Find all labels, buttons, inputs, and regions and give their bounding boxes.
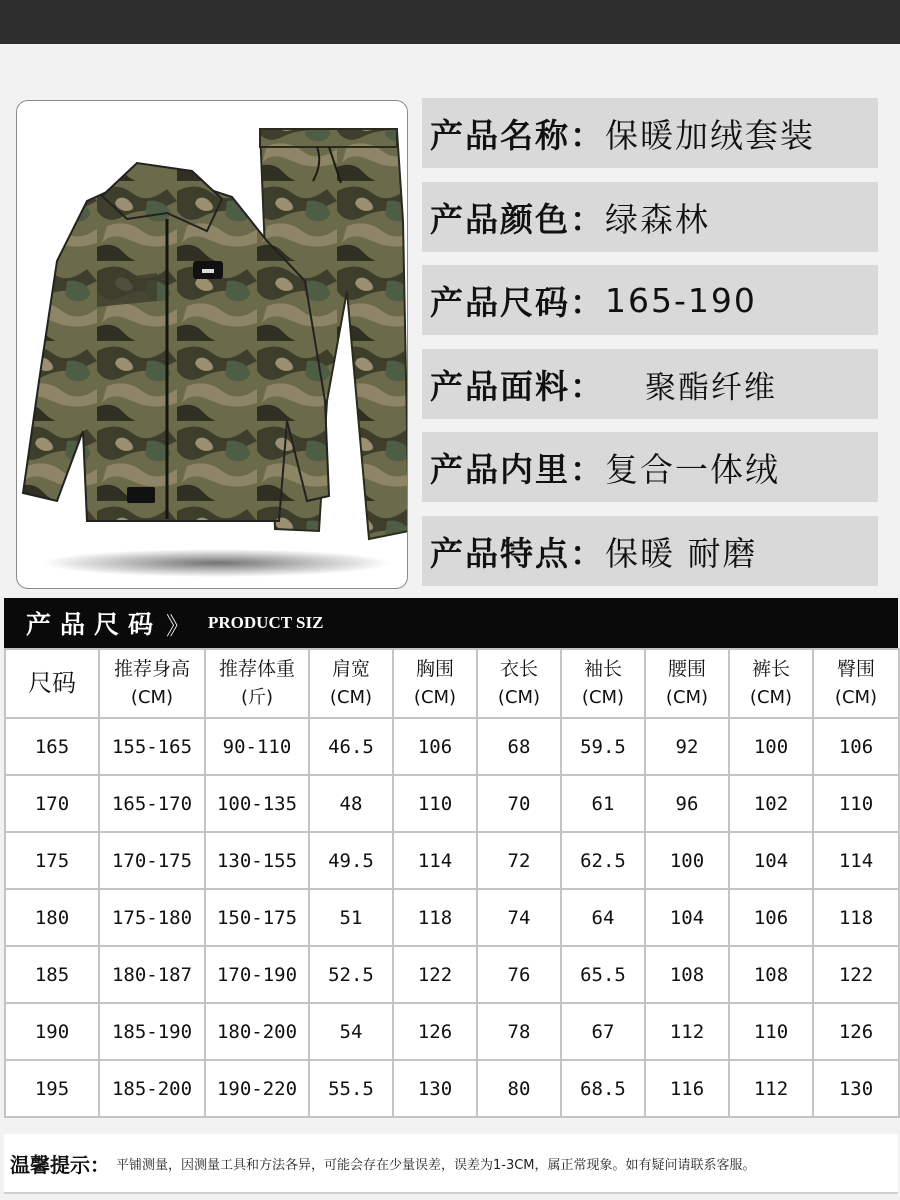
table-cell: 61 <box>561 775 645 832</box>
column-header-name: 袖长 <box>583 657 622 680</box>
table-cell: 52.5 <box>309 946 393 1003</box>
column-header-unit: (CM) <box>581 687 625 709</box>
column-header-name: 推荐身高 <box>113 657 190 680</box>
column-header <box>477 649 561 718</box>
column-header-unit: (CM) <box>130 687 174 709</box>
table-row <box>5 889 899 946</box>
column-header-name: 裤长 <box>751 657 790 680</box>
table-cell: 74 <box>477 889 561 946</box>
table-cell: 46.5 <box>309 718 393 775</box>
info-row-lining <box>422 432 878 502</box>
column-header <box>645 649 729 718</box>
table-cell: 108 <box>729 946 813 1003</box>
table-cell: 130-155 <box>205 832 309 889</box>
table-cell: 130 <box>393 1060 477 1117</box>
table-cell: 118 <box>393 889 477 946</box>
table-cell: 55.5 <box>309 1060 393 1117</box>
table-cell: 70 <box>477 775 561 832</box>
column-header-name: 臀围 <box>836 657 875 680</box>
table-cell: 59.5 <box>561 718 645 775</box>
info-label: 产品内里： <box>430 449 605 489</box>
table-cell: 104 <box>729 832 813 889</box>
info-row-features <box>422 516 878 586</box>
size-section-header <box>4 598 898 648</box>
table-cell: 49.5 <box>309 832 393 889</box>
table-cell: 104 <box>645 889 729 946</box>
table-row <box>5 718 899 775</box>
info-row-size <box>422 265 878 335</box>
info-label: 产品特点： <box>430 533 605 573</box>
info-value: 聚酯纤维 <box>645 369 777 406</box>
notice-title: 温馨提示： <box>10 1152 110 1177</box>
table-cell: 170 <box>5 775 99 832</box>
table-cell: 96 <box>645 775 729 832</box>
column-header <box>813 649 899 718</box>
table-cell: 100-135 <box>205 775 309 832</box>
table-cell: 51 <box>309 889 393 946</box>
table-cell: 80 <box>477 1060 561 1117</box>
column-header-unit: (CM) <box>413 687 457 709</box>
column-header-name: 衣长 <box>499 657 538 680</box>
table-cell: 195 <box>5 1060 99 1117</box>
info-row-fabric <box>422 349 878 419</box>
table-cell: 180-200 <box>205 1003 309 1060</box>
column-header-name: 胸围 <box>415 657 454 680</box>
table-row <box>5 1003 899 1060</box>
column-header-name: 尺码 <box>28 668 76 697</box>
table-cell: 118 <box>813 889 899 946</box>
column-header-unit: (斤) <box>240 687 274 709</box>
table-cell: 126 <box>393 1003 477 1060</box>
table-cell: 122 <box>393 946 477 1003</box>
top-bar <box>0 0 900 44</box>
notice-bar <box>4 1134 898 1194</box>
column-header-name: 腰围 <box>667 657 706 680</box>
table-cell: 92 <box>645 718 729 775</box>
table-cell: 190-220 <box>205 1060 309 1117</box>
table-cell: 150-175 <box>205 889 309 946</box>
column-header <box>309 649 393 718</box>
table-cell: 102 <box>729 775 813 832</box>
table-cell: 100 <box>645 832 729 889</box>
table-cell: 165 <box>5 718 99 775</box>
table-cell: 112 <box>729 1060 813 1117</box>
table-cell: 67 <box>561 1003 645 1060</box>
table-cell: 108 <box>645 946 729 1003</box>
info-label: 产品颜色： <box>430 199 605 239</box>
size-section-title-en: PRODUCT SIZ <box>208 613 324 632</box>
column-header <box>393 649 477 718</box>
info-row-name <box>422 98 878 168</box>
table-cell: 180 <box>5 889 99 946</box>
table-cell: 185-190 <box>99 1003 205 1060</box>
table-cell: 68.5 <box>561 1060 645 1117</box>
column-header-name: 推荐体重 <box>218 657 295 680</box>
column-header-unit: (CM) <box>497 687 541 709</box>
table-cell: 64 <box>561 889 645 946</box>
table-cell: 170-175 <box>99 832 205 889</box>
table-cell: 48 <box>309 775 393 832</box>
info-value: 165-190 <box>605 280 757 320</box>
table-cell: 110 <box>729 1003 813 1060</box>
info-label: 产品名称： <box>430 115 605 155</box>
column-header-unit: (CM) <box>329 687 373 709</box>
info-value: 绿森林 <box>605 199 710 239</box>
column-header-unit: (CM) <box>749 687 793 709</box>
column-header <box>561 649 645 718</box>
table-cell: 76 <box>477 946 561 1003</box>
table-row <box>5 775 899 832</box>
table-body <box>5 718 899 1117</box>
table-cell: 116 <box>645 1060 729 1117</box>
table-cell: 175-180 <box>99 889 205 946</box>
table-row <box>5 832 899 889</box>
column-header-unit: (CM) <box>834 687 878 709</box>
column-header <box>205 649 309 718</box>
table-cell: 90-110 <box>205 718 309 775</box>
notice-text: 平铺测量，因测量工具和方法各异，可能会存在少量误差，误差为1-3CM，属正常现象。如有疑问请联系客服。 <box>116 1157 756 1173</box>
table-cell: 114 <box>393 832 477 889</box>
info-row-color <box>422 182 878 252</box>
table-cell: 130 <box>813 1060 899 1117</box>
column-header <box>99 649 205 718</box>
table-cell: 78 <box>477 1003 561 1060</box>
table-cell: 175 <box>5 832 99 889</box>
table-cell: 126 <box>813 1003 899 1060</box>
table-cell: 65.5 <box>561 946 645 1003</box>
column-header-unit: (CM) <box>665 687 709 709</box>
table-cell: 185 <box>5 946 99 1003</box>
table-cell: 106 <box>813 718 899 775</box>
table-cell: 106 <box>393 718 477 775</box>
table-cell: 110 <box>813 775 899 832</box>
table-cell: 180-187 <box>99 946 205 1003</box>
table-header-row <box>5 649 899 718</box>
table-cell: 170-190 <box>205 946 309 1003</box>
table-cell: 100 <box>729 718 813 775</box>
table-row <box>5 1060 899 1117</box>
table-cell: 165-170 <box>99 775 205 832</box>
table-cell: 72 <box>477 832 561 889</box>
info-value: 保暖加绒套装 <box>605 115 815 155</box>
size-section-title: 产品尺码 <box>26 610 163 639</box>
size-table <box>4 648 900 1118</box>
table-cell: 122 <box>813 946 899 1003</box>
info-value: 保暖 耐磨 <box>605 533 758 573</box>
info-value: 复合一体绒 <box>605 449 780 489</box>
table-cell: 190 <box>5 1003 99 1060</box>
table-cell: 155-165 <box>99 718 205 775</box>
table-cell: 185-200 <box>99 1060 205 1117</box>
column-header-name: 肩宽 <box>331 657 370 680</box>
info-label: 产品面料： <box>430 366 605 406</box>
column-header <box>5 649 99 718</box>
table-cell: 106 <box>729 889 813 946</box>
table-cell: 110 <box>393 775 477 832</box>
column-header <box>729 649 813 718</box>
info-label: 产品尺码： <box>430 282 605 322</box>
chevron-right-icon: 》 <box>166 611 191 640</box>
table-cell: 112 <box>645 1003 729 1060</box>
table-cell: 54 <box>309 1003 393 1060</box>
table-row <box>5 946 899 1003</box>
table-cell: 62.5 <box>561 832 645 889</box>
table-cell: 68 <box>477 718 561 775</box>
table-cell: 114 <box>813 832 899 889</box>
product-photo <box>16 100 408 589</box>
